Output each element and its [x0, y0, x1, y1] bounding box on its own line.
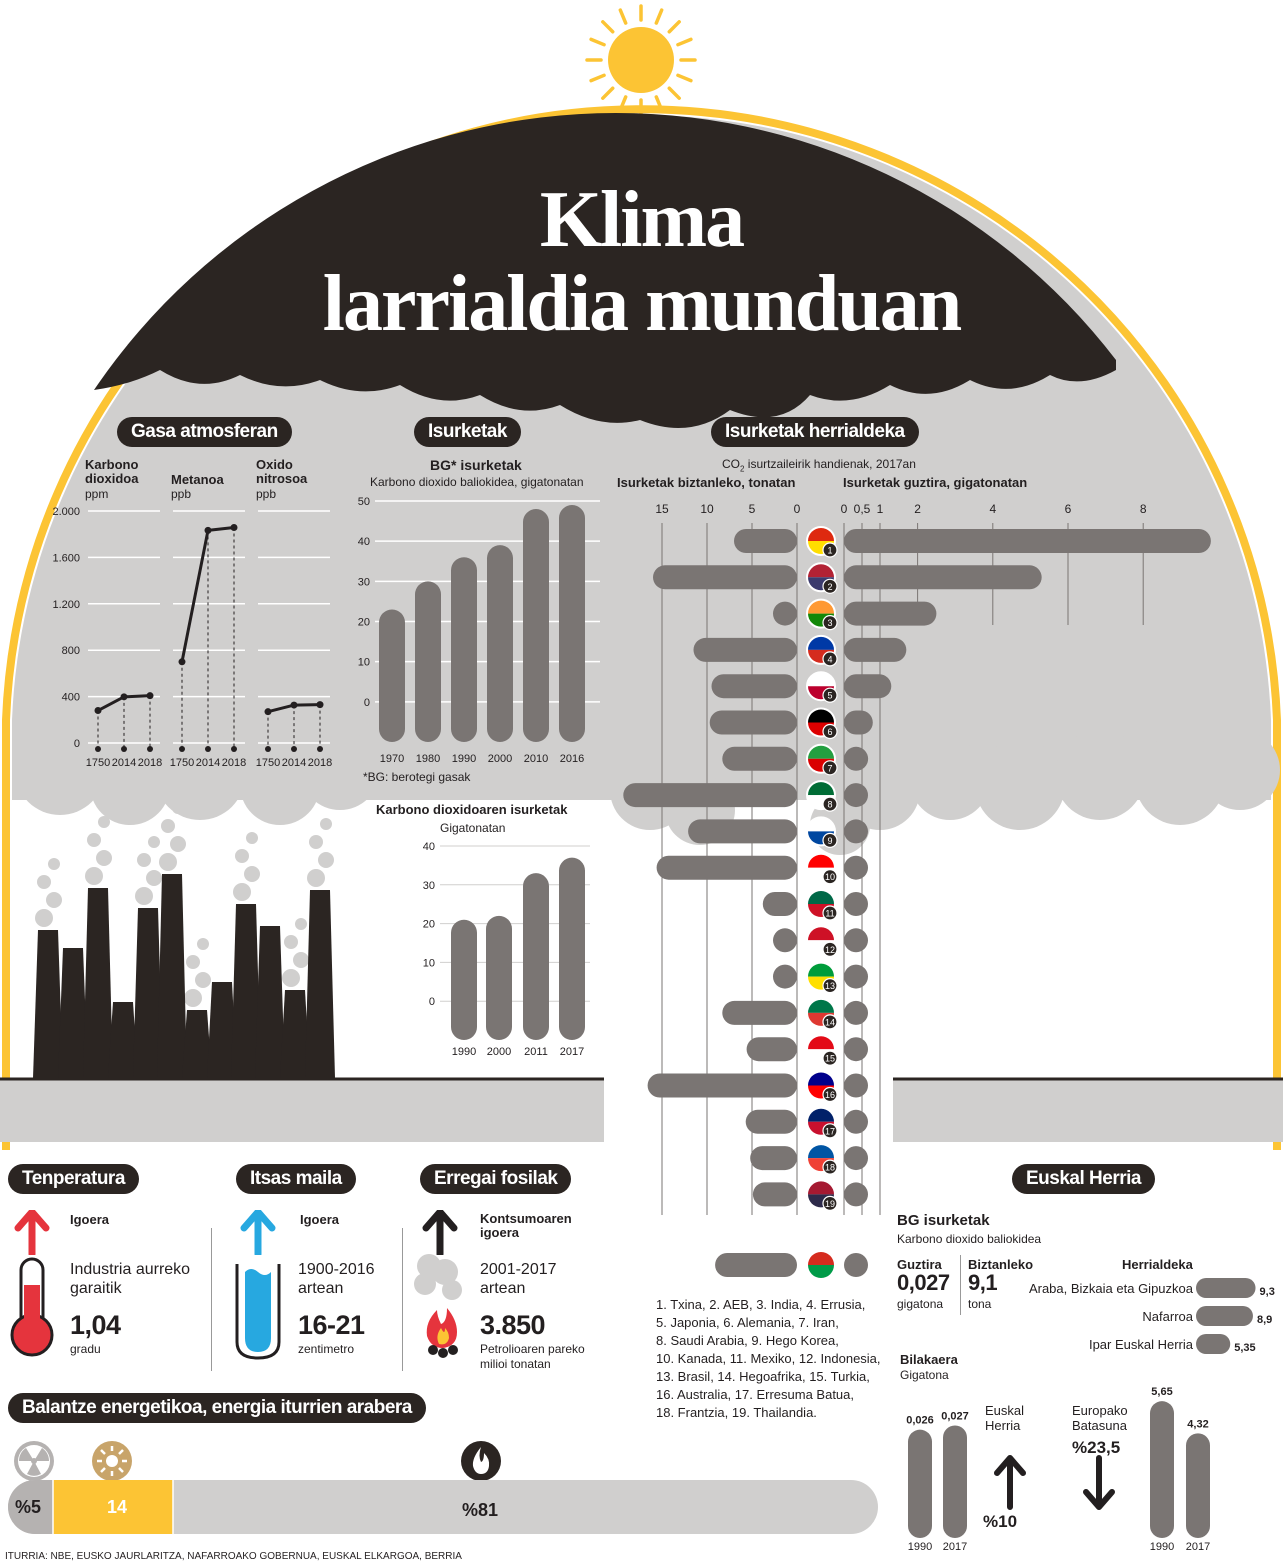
- co2-bar: [523, 873, 549, 1040]
- gas-year: 1750: [85, 757, 111, 769]
- smoke-puff: [320, 818, 332, 830]
- country-right-tick: 0: [840, 502, 848, 516]
- smoke-puff: [170, 836, 186, 852]
- gas-year: 1750: [255, 757, 281, 769]
- flag-number: 13: [824, 981, 836, 992]
- erregai-label: Kontsumoaren igoera: [480, 1211, 572, 1240]
- flame-icon: [460, 1440, 502, 1482]
- gas-point: [147, 692, 154, 699]
- country-total-bar: [844, 565, 1042, 589]
- bg-xtick: 1990: [451, 753, 477, 765]
- itsas-value: 16-21: [298, 1310, 365, 1340]
- erregai-desc: 2001-2017 artean: [480, 1261, 557, 1297]
- flag-number: 5: [827, 690, 833, 701]
- eu-evo-value: 5,65: [1151, 1386, 1173, 1399]
- gas-unit-ch4: ppb: [171, 487, 192, 501]
- country-left-title: Isurketak biztanleko, tonatan: [617, 475, 796, 490]
- balantze-nuclear-label: %5: [15, 1497, 42, 1517]
- co2-xtick: 2017: [559, 1046, 585, 1058]
- bg-xtick: 2000: [487, 753, 513, 765]
- country-left-tick: 5: [748, 502, 756, 516]
- arrow-up-black-icon: [420, 1210, 460, 1255]
- section-euskal: Euskal Herria: [1012, 1164, 1155, 1194]
- smoke-puff: [87, 833, 101, 847]
- co2-ytick: 40: [422, 841, 435, 853]
- itsas-label: Igoera: [300, 1212, 340, 1227]
- sun-ray: [603, 22, 613, 32]
- chimney: [182, 1010, 212, 1078]
- eh-evo-value: 0,026: [906, 1414, 934, 1427]
- gas-year: 2018: [137, 757, 163, 769]
- gas-ytick: 400: [61, 691, 80, 704]
- sun-ray: [620, 10, 625, 23]
- gas-unit-co2: ppm: [85, 487, 109, 501]
- country-left-tick: 10: [700, 502, 714, 516]
- flag-number: 9: [827, 835, 833, 846]
- flag-number: 16: [824, 1090, 836, 1100]
- country-total-bar: [844, 856, 868, 880]
- region-bar: [1196, 1306, 1253, 1326]
- bg-bar: [415, 581, 441, 742]
- eh-herrialdeka-label: Herrialdeka: [1122, 1257, 1193, 1272]
- co2-bar: [451, 920, 477, 1040]
- gas-unit-n2o: ppb: [256, 487, 277, 501]
- smoke-puff: [137, 853, 151, 867]
- co2-xtick: 1990: [451, 1046, 477, 1058]
- bg-ytick: 10: [357, 656, 370, 669]
- chimney: [305, 890, 335, 1078]
- bg-xtick: 2010: [523, 753, 549, 765]
- eh-bg-title: BG isurketak: [897, 1212, 990, 1229]
- country-total-bar: [844, 1074, 868, 1098]
- region-value: 5,35: [1234, 1342, 1256, 1354]
- bg-xtick: 1970: [379, 753, 405, 765]
- bg-xtick: 1980: [415, 753, 441, 765]
- divider: [211, 1228, 212, 1371]
- sun-icon: [587, 6, 695, 114]
- gas-year: 2014: [195, 757, 221, 769]
- section-herrialdeka: Isurketak herrialdeka: [711, 417, 919, 447]
- country-total-bar: [844, 638, 906, 662]
- flag-number: 7: [827, 763, 833, 774]
- co2-bar: [486, 916, 512, 1040]
- country-total-bar: [844, 747, 868, 771]
- country-total-bar: [844, 892, 868, 916]
- country-percap-bar: [623, 783, 797, 807]
- arrow-down-icon: [1079, 1455, 1119, 1510]
- section-gasa: Gasa atmosferan: [117, 417, 292, 447]
- country-total-bar: [844, 928, 868, 952]
- eh-evo-bar: [908, 1430, 932, 1538]
- country-percap-bar: [712, 674, 798, 698]
- country-total-bar: [844, 965, 868, 989]
- country-total-bar: [844, 674, 891, 698]
- gas-ytick: 0: [73, 738, 80, 750]
- flag-number: 3: [827, 618, 833, 629]
- country-total-bar: [844, 1110, 868, 1134]
- bg-ytick: 0: [363, 696, 370, 709]
- gas-base-dot: [231, 746, 237, 752]
- eu-change: %23,5: [1072, 1438, 1121, 1457]
- country-percap-bar: [722, 747, 797, 771]
- gas-point: [121, 693, 128, 700]
- arrow-up-icon: [990, 1455, 1030, 1510]
- country-total-bar: [844, 1001, 868, 1025]
- country-bar-chart: [610, 495, 1260, 1295]
- region-bar: [1196, 1334, 1230, 1354]
- bg-ytick: 40: [357, 536, 370, 549]
- eh-evo-bar: [943, 1426, 967, 1539]
- country-percap-bar: [688, 819, 797, 843]
- gas-year: 2018: [221, 757, 247, 769]
- erregai-unit: Petrolioaren pareko milioi tonatan: [480, 1342, 585, 1371]
- co2-ytick: 30: [422, 879, 435, 892]
- country-right-title: Isurketak guztira, gigatonatan: [843, 475, 1028, 490]
- smoke-puff: [35, 909, 53, 927]
- balantze-bar: [8, 1478, 888, 1538]
- smoke-puff: [48, 858, 60, 870]
- gas-ytick: 1.200: [52, 598, 80, 611]
- smoke-puff: [318, 852, 334, 868]
- country-chart-subtitle: $CO_2$ isurtzaileirik handienak, 2017an: [722, 457, 916, 474]
- bg-bar-chart: [345, 490, 605, 765]
- smoke-puff: [96, 850, 112, 866]
- bg-bar: [559, 505, 585, 742]
- gas-base-dot: [147, 746, 153, 752]
- eh-guztira-unit: gigatona: [897, 1297, 944, 1311]
- smoke-puff: [184, 989, 202, 1007]
- flag-number: 15: [824, 1053, 836, 1064]
- sun-ray: [669, 22, 679, 32]
- co2-ytick: 10: [422, 957, 435, 970]
- itsas-unit: zentimetro: [298, 1342, 355, 1356]
- country-total-bar: [844, 1253, 868, 1277]
- co2-bar: [559, 858, 585, 1040]
- sun-ray: [678, 75, 691, 80]
- section-itsas: Itsas maila: [236, 1164, 356, 1194]
- co2-ytick: 0: [428, 996, 435, 1009]
- flag-number: 4: [827, 654, 833, 665]
- eu-evo-value: 4,32: [1187, 1418, 1209, 1431]
- gas-year: 2014: [111, 757, 137, 769]
- country-total-bar: [844, 1146, 868, 1170]
- co2-xtick: 2000: [486, 1046, 512, 1058]
- gas-ytick: 800: [61, 645, 80, 658]
- country-percap-bar: [773, 928, 797, 952]
- section-erregai: Erregai fosilak: [420, 1164, 571, 1194]
- flag-number: 1: [827, 545, 833, 556]
- smoke-puff: [282, 969, 300, 987]
- eh-guztira-value: 0,027: [897, 1270, 950, 1295]
- erregai-value: 3.850: [480, 1310, 546, 1340]
- country-percap-bar: [746, 1110, 797, 1134]
- gas-year: 1750: [169, 757, 195, 769]
- flag-number: 2: [827, 581, 833, 592]
- gas-line-chart: [40, 498, 340, 788]
- region-value: 8,9: [1256, 1314, 1273, 1326]
- eh-guztira-label: Guztira: [897, 1257, 942, 1272]
- gas-ytick: 1.600: [52, 552, 80, 565]
- smoke-puff: [159, 853, 177, 871]
- gas-point: [95, 707, 102, 714]
- chimney: [33, 930, 63, 1078]
- region-label: Araba, Bizkaia eta Gipuzkoa: [1028, 1281, 1193, 1296]
- fire-coal-icon: [407, 1250, 477, 1360]
- smoke-puff: [195, 972, 211, 988]
- co2-bar-chart: [410, 835, 610, 1065]
- bg-chart-subtitle: Karbono dioxido baliokidea, gigatonatan: [370, 475, 584, 489]
- gas-series-line: [182, 527, 234, 661]
- smoke-puff: [85, 867, 103, 885]
- smoke-puff: [235, 849, 249, 863]
- gas-base-dot: [317, 746, 323, 752]
- gas-ytick: 2.000: [52, 506, 80, 518]
- balantze-renew-label: 14: [107, 1497, 128, 1517]
- smoke-puff: [46, 892, 62, 908]
- eh-bilakaera-title: Bilakaera: [900, 1352, 958, 1367]
- tenperatura-unit: gradu: [70, 1342, 101, 1356]
- country-percap-bar: [773, 602, 797, 626]
- country-left-tick: 15: [655, 502, 669, 516]
- co2-chart-title: Karbono dioxidoaren isurketak: [376, 802, 568, 817]
- eu-evo-bar: [1186, 1433, 1210, 1538]
- sun-ray: [669, 88, 679, 98]
- gas-label-co2: Karbono dioxidoa: [85, 457, 139, 486]
- tenperatura-label: Igoera: [70, 1212, 110, 1227]
- smoke-puff: [37, 875, 51, 889]
- smoke-puff: [146, 870, 162, 886]
- country-percap-bar: [710, 711, 797, 735]
- itsas-desc: 1900-2016 artean: [298, 1261, 375, 1297]
- eh-region-bars: [880, 1272, 1280, 1357]
- gas-year: 2014: [281, 757, 307, 769]
- bg-bar: [451, 557, 477, 742]
- section-tenperatura: Tenperatura: [8, 1164, 139, 1194]
- flag-number: 10: [824, 872, 836, 883]
- country-percap-bar: [747, 1037, 797, 1061]
- country-right-tick: 0,5: [853, 502, 871, 516]
- gas-label-n2o: Oxido nitrosoa: [256, 457, 308, 486]
- country-total-bar: [844, 1182, 868, 1206]
- bg-bar: [379, 609, 405, 742]
- bg-xtick: 2016: [559, 753, 585, 765]
- smoke-puff: [246, 832, 258, 844]
- country-percap-bar: [773, 965, 797, 989]
- region-bar: [1196, 1278, 1256, 1298]
- chimney: [83, 888, 113, 1078]
- bg-ytick: 20: [357, 616, 370, 629]
- gas-base-dot: [95, 746, 101, 752]
- flag-number: 8: [827, 799, 833, 810]
- country-total-bar: [844, 819, 868, 843]
- flag-number: 19: [824, 1198, 836, 1209]
- co2-chart-subtitle: Gigatonatan: [440, 821, 506, 835]
- nuclear-icon: [13, 1440, 55, 1482]
- source-credit: ITURRIA: NBE, EUSKO JAURLARITZA, NAFARROAKO GOBERNUA, EUSKAL ELKARGOA, BERRIA: [5, 1551, 462, 1562]
- country-percap-bar: [657, 856, 797, 880]
- eu-label: Europako Batasuna: [1072, 1403, 1128, 1433]
- gas-base-dot: [291, 746, 297, 752]
- eh-biztanleko-unit: tona: [968, 1297, 992, 1311]
- smoke-puff: [233, 883, 251, 901]
- gas-point: [265, 708, 272, 715]
- smoke-puff: [98, 816, 110, 828]
- smoke-puff: [293, 952, 309, 968]
- country-right-tick: 2: [914, 502, 921, 516]
- country-right-tick: 1: [876, 502, 884, 516]
- gas-point: [205, 527, 212, 534]
- smoke-puff: [135, 887, 153, 905]
- smoke-puff: [148, 836, 160, 848]
- smoke-puff: [295, 918, 307, 930]
- co2-xtick: 2011: [524, 1046, 548, 1058]
- eh-label: Euskal Herria: [985, 1403, 1025, 1433]
- country-right-tick: 8: [1139, 502, 1147, 516]
- gas-base-dot: [121, 746, 127, 752]
- flag-number: 11: [825, 908, 835, 919]
- arrow-up-blue-icon: [238, 1210, 278, 1255]
- country-percap-bar: [653, 565, 797, 589]
- smoke-puff: [309, 835, 323, 849]
- gas-point: [291, 702, 298, 709]
- country-percap-bar: [722, 1001, 797, 1025]
- water-glass-icon: [233, 1262, 283, 1362]
- smoke-puff: [197, 938, 209, 950]
- page-title: Klima larrialdia munduan: [322, 176, 961, 348]
- country-right-tick: 6: [1064, 502, 1072, 516]
- flag-number: 18: [824, 1162, 836, 1173]
- country-total-bar: [844, 711, 873, 735]
- gas-label-ch4: Metanoa: [171, 472, 224, 487]
- gas-point: [179, 658, 186, 665]
- country-list: 1. Txina, 2. AEB, 3. India, 4. Errusia, 5. Japonia, 6. Alemania, 7. Iran, 8. Saudi Arabia, 9. Hego Korea, 10. Kanada, 11. Mexiko, 12. Indonesia, 13. Brasil, 14. Hegoafrika, 15. Turkia, 16. Australia, 17. Erresuma Batua, 18. Frantzia, 19. Thailandia.: [656, 1297, 881, 1420]
- chimney: [157, 874, 187, 1078]
- tenperatura-desc: Industria aurreko garaitik: [70, 1261, 191, 1297]
- smoke-puff: [307, 869, 325, 887]
- balantze-fossil-label: %81: [462, 1500, 499, 1520]
- country-total-bar: [844, 529, 1211, 553]
- eh-bilakaera-sub: Gigatona: [900, 1368, 949, 1382]
- eh-evo-year: 2017: [942, 1541, 968, 1550]
- country-percap-bar: [750, 1146, 797, 1170]
- gas-base-dot: [205, 746, 211, 752]
- region-value: 9,3: [1259, 1286, 1275, 1298]
- bg-bar: [523, 509, 549, 742]
- eu-evo-year: 1990: [1149, 1541, 1175, 1550]
- gas-year: 2018: [307, 757, 333, 769]
- chimney: [255, 926, 285, 1078]
- country-right-tick: 4: [989, 502, 997, 516]
- flag-number: 17: [824, 1126, 836, 1137]
- smoke-puff: [161, 819, 175, 833]
- gas-point: [317, 701, 324, 708]
- sun-ray: [603, 88, 613, 98]
- bg-ytick: 30: [357, 576, 370, 589]
- region-label: Ipar Euskal Herria: [1088, 1337, 1193, 1352]
- eh-evo-year: 1990: [907, 1541, 933, 1550]
- sun-energy-icon: [91, 1440, 133, 1482]
- smoke-puff: [244, 866, 260, 882]
- eh-biztanleko-value: 9,1: [968, 1270, 998, 1295]
- sun-ray: [656, 10, 661, 23]
- eu-evo-year: 2017: [1185, 1541, 1211, 1550]
- flag-number: 6: [827, 727, 833, 737]
- gas-point: [231, 524, 238, 531]
- country-percap-bar: [734, 529, 797, 553]
- bg-ytick: 50: [357, 496, 370, 508]
- bg-chart-title: BG* isurketak: [430, 457, 522, 473]
- chimney: [58, 948, 88, 1078]
- country-total-bar: [844, 783, 868, 807]
- sun-ray: [678, 39, 691, 44]
- country-percap-bar: [694, 638, 798, 662]
- section-balantze: Balantze energetikoa, energia iturrien arabera: [8, 1393, 426, 1423]
- eh-evo-value: 0,027: [941, 1410, 969, 1423]
- country-percap-bar: [753, 1182, 797, 1206]
- arrow-up-red-icon: [12, 1210, 52, 1255]
- country-left-tick: 0: [793, 502, 801, 516]
- country-percap-bar: [763, 892, 797, 916]
- bg-bar: [487, 545, 513, 742]
- divider: [402, 1228, 403, 1371]
- flag-number: 14: [824, 1017, 836, 1028]
- section-isurketak: Isurketak: [414, 417, 521, 447]
- sun-ray: [591, 39, 604, 44]
- country-total-bar: [844, 1037, 868, 1061]
- thermometer-icon: [7, 1255, 57, 1360]
- region-label: Nafarroa: [1142, 1309, 1193, 1324]
- eu-evo-bar: [1150, 1401, 1174, 1538]
- country-percap-bar: [715, 1253, 797, 1277]
- smoke-puff: [186, 955, 200, 969]
- gas-base-dot: [179, 746, 185, 752]
- gas-base-dot: [265, 746, 271, 752]
- sun-ray: [591, 75, 604, 80]
- country-total-bar: [844, 602, 936, 626]
- smoke-puff: [284, 935, 298, 949]
- bg-chart-note: *BG: berotegi gasak: [363, 770, 471, 784]
- eh-bg-sub: Karbono dioxido baliokidea: [897, 1232, 1042, 1246]
- eh-change: %10: [983, 1512, 1018, 1531]
- flag-number: 12: [824, 944, 836, 955]
- smoke-puff: [172, 802, 184, 814]
- co2-ytick: 20: [422, 918, 435, 931]
- eh-biztanleko-label: Biztanleko: [968, 1257, 1034, 1272]
- country-percap-bar: [648, 1074, 797, 1098]
- tenperatura-value: 1,04: [70, 1310, 121, 1340]
